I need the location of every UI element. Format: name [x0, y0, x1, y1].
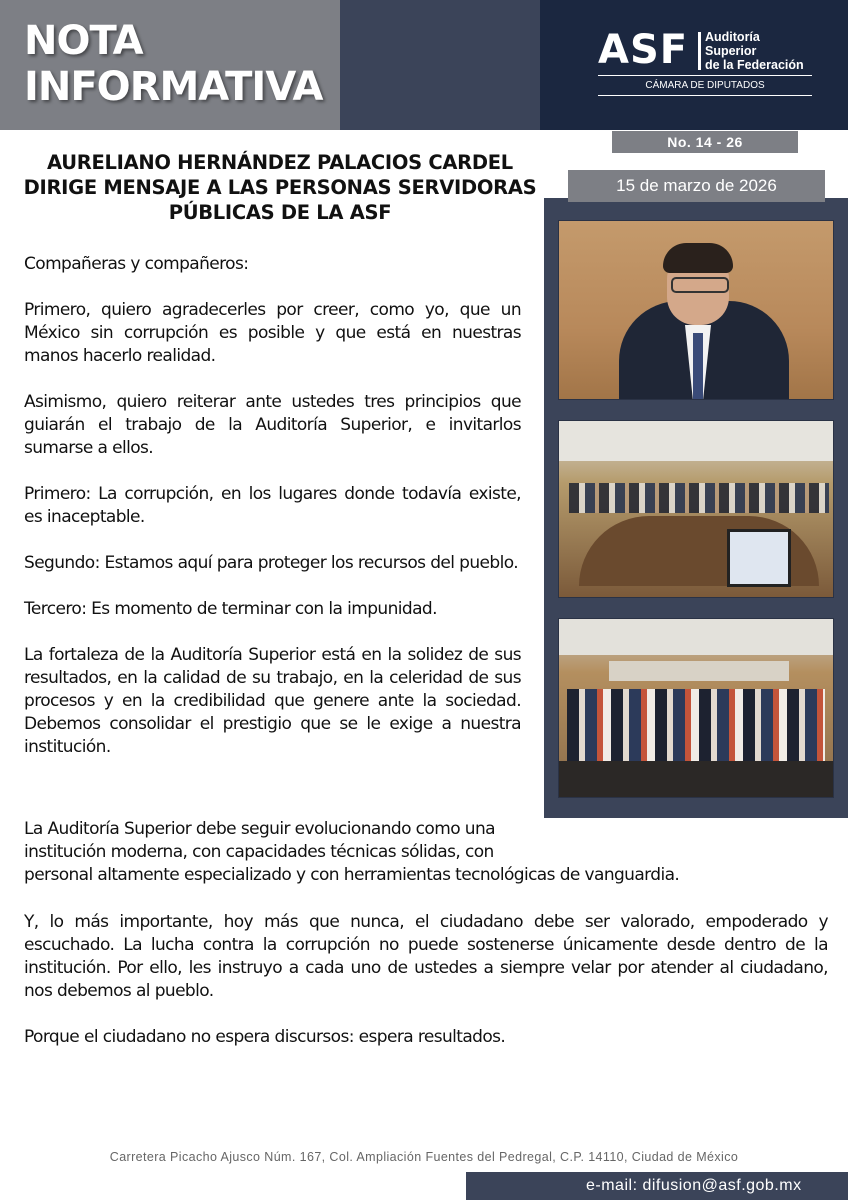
evolution-line-3: personal altamente especializado y con herramientas tecnológicas de vanguardia. — [24, 865, 680, 885]
logo-chamber: CÁMARA DE DIPUTADOS — [645, 80, 765, 91]
paragraph: La fortaleza de la Auditoría Superior está en la solidez de sus resultados, en la calidad de su trabajo, en la celeridad de sus procesos y en la credibilidad que genere ante la sociedad. Debemos consolidar el prestigio que se le exige a nuestra institución. — [24, 645, 521, 757]
standing-group — [567, 689, 825, 761]
group-foreground-table — [559, 761, 833, 797]
evolution-line-1: La Auditoría Superior debe seguir evolucionando como una — [24, 819, 495, 839]
closing-paragraph: Porque el ciudadano no espera discursos: espera resultados. — [24, 1027, 506, 1047]
speaker-glasses — [671, 277, 729, 293]
footer-address: Carretera Picacho Ajusco Núm. 167, Col. Ampliación Fuentes del Pedregal, C.P. 14110, Ciudad de México — [109, 1150, 739, 1164]
document-type-title — [24, 18, 323, 110]
monitor-screen — [727, 529, 791, 587]
paragraph: Segundo: Estamos aquí para proteger los recursos del pueblo. — [24, 553, 519, 573]
evolution-line-2: institución moderna, con capacidades técnicas sólidas, con — [24, 842, 494, 862]
logo-separator — [698, 32, 701, 70]
group-photo — [558, 618, 834, 798]
speaker-hair — [663, 243, 733, 273]
paragraph: Y, lo más importante, hoy más que nunca, el ciudadano debe ser valorado, empoderado y escuchado. La lucha contra la corrupción no puede sostenerse únicamente desde dentro de la institución. Por ello, les instruyo a cada uno de ustedes a siempre velar por atender al ciudadano, nos debemos al pueblo. — [24, 912, 828, 1001]
speaker-photo — [558, 220, 834, 400]
logo-rule-top — [598, 75, 812, 76]
logo-full-name — [705, 30, 804, 72]
logo-line-3: de la Federación — [705, 58, 804, 72]
logo-line-2: Superior — [705, 44, 757, 58]
footer-email[interactable]: e-mail: difusion@asf.gob.mx — [586, 1177, 802, 1194]
paragraph: Compañeras y compañeros: — [24, 254, 249, 274]
bulletin-number: No. 14 - 26 — [612, 131, 798, 153]
paragraph-evolution — [24, 818, 828, 887]
paragraph: Tercero: Es momento de terminar con la impunidad. — [24, 599, 437, 619]
title-line-1: NOTA — [24, 18, 143, 64]
room-ceiling — [559, 421, 833, 461]
header-divider-block — [340, 0, 540, 130]
article-body-narrow — [24, 253, 521, 782]
asf-logo — [598, 28, 818, 100]
footer-email-bar — [466, 1172, 848, 1200]
logo-rule-bottom — [598, 95, 812, 96]
meeting-room-photo — [558, 420, 834, 598]
publication-date: 15 de marzo de 2026 — [568, 170, 825, 202]
article-body-wide — [24, 911, 828, 1072]
group-room-ceiling — [559, 619, 833, 655]
article-title: AURELIANO HERNÁNDEZ PALACIOS CARDEL DIRIGE MENSAJE A LAS PERSONAS SERVIDORAS PÚBLICAS DE LA ASF — [23, 151, 537, 224]
speaker-tie — [693, 333, 703, 399]
wall-banner — [609, 661, 789, 681]
header-title-block — [0, 0, 340, 130]
paragraph: Asimismo, quiero reiterar ante ustedes tres principios que guiarán el trabajo de la Auditoría Superior, e invitarlos sumarse a ellos. — [24, 392, 521, 458]
paragraph: Primero: La corrupción, en los lugares donde todavía existe, es inaceptable. — [24, 484, 521, 527]
title-line-2: INFORMATIVA — [24, 64, 323, 110]
logo-acronym: ASF — [598, 27, 689, 73]
seated-attendees — [569, 483, 829, 513]
logo-line-1: Auditoría — [705, 30, 760, 44]
paragraph: Primero, quiero agradecerles por creer, como yo, que un México sin corrupción es posible y que está en nuestras manos hacerlo realidad. — [24, 300, 521, 366]
